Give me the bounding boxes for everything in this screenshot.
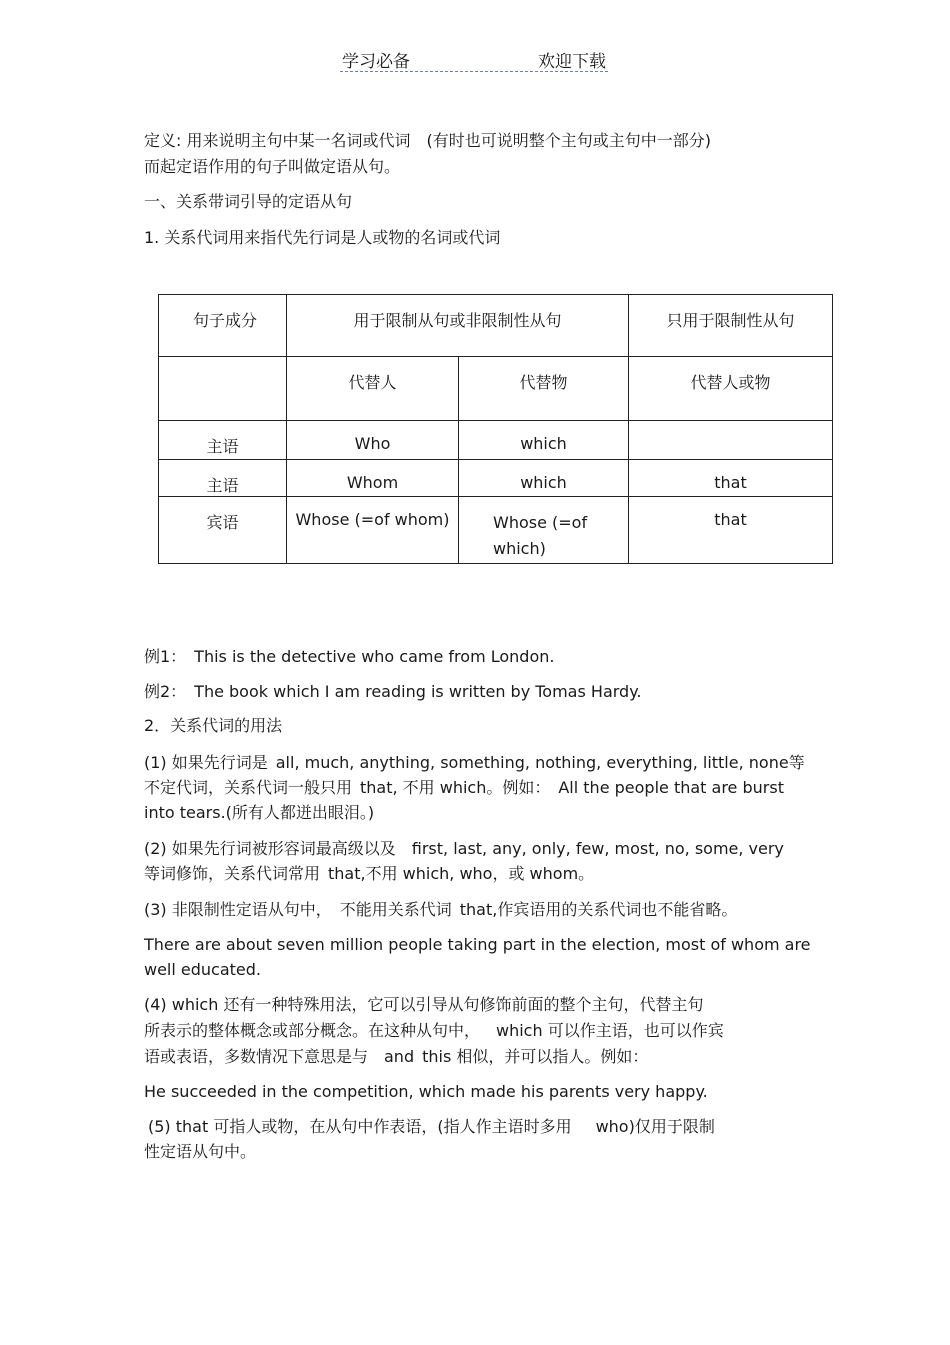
rule-5-line-2: 性定语从句中。 xyxy=(144,1142,257,1161)
subheader-cell-either: 代替人或物 xyxy=(629,357,833,421)
header-right-text: 欢迎下载 xyxy=(538,52,606,72)
subheader-cell-thing: 代替物 xyxy=(459,357,629,421)
rule-5-line-1: (5) that 可指人或物，在从句中作表语，(指人作主语时多用 who)仅用于限制 xyxy=(148,1117,715,1136)
table-row xyxy=(159,497,833,564)
header-cell-restrictive-only: 只用于限制性从句 xyxy=(629,295,833,357)
example-2: 例2： The book which I am reading is written by Tomas Hardy. xyxy=(144,682,642,701)
table-subheader-row xyxy=(159,357,833,421)
rule-4-line-1: (4) which 还有一种特殊用法，它可以引导从句修饰前面的整个主句，代替主句 xyxy=(144,995,704,1014)
rule-1-line-1: (1) 如果先行词是 all, much, anything, something, nothing, everything, little, none等 xyxy=(144,753,805,772)
header-left-text: 学习必备 xyxy=(342,52,410,72)
row-label-cell: 宾语 xyxy=(159,497,287,564)
person-cell: Whose (=of whom) xyxy=(287,497,459,564)
subheading-1: 1. 关系代词用来指代先行词是人或物的名词或代词 xyxy=(144,228,501,247)
either-cell: that xyxy=(629,460,833,497)
rule-3-example-line-2: well educated. xyxy=(144,960,262,979)
definition-line-1: 定义: 用来说明主句中某一名词或代词 (有时也可说明整个主句或主句中一部分) xyxy=(144,131,711,150)
thing-cell: which xyxy=(459,460,629,497)
subheader-cell-person: 代替人 xyxy=(287,357,459,421)
header-cell-both-clauses: 用于限制从句或非限制性从句 xyxy=(287,295,629,357)
rule-4-line-3: 语或表语，多数情况下意思是与 and this 相似，并可以指人。例如： xyxy=(144,1047,649,1066)
rule-1-line-3: into tears.(所有人都迸出眼泪。) xyxy=(144,803,375,822)
rule-4-example: He succeeded in the competition, which made his parents very happy. xyxy=(144,1082,708,1101)
subheader-empty-cell xyxy=(159,357,287,421)
relative-pronoun-table xyxy=(158,294,833,564)
table-row xyxy=(159,460,833,497)
section-heading-1: 一、关系带词引导的定语从句 xyxy=(144,192,353,211)
thing-cell: Whose (=of which) xyxy=(459,497,629,564)
thing-cell: which xyxy=(459,421,629,460)
person-cell: Who xyxy=(287,421,459,460)
page-header xyxy=(340,47,608,72)
header-cell-component: 句子成分 xyxy=(159,295,287,357)
subheading-2: 2．关系代词的用法 xyxy=(144,716,283,735)
rule-3-example-line-1: There are about seven million people taking part in the election, most of whom are xyxy=(144,935,811,954)
example-1: 例1： This is the detective who came from London. xyxy=(144,647,555,666)
either-cell xyxy=(629,421,833,460)
rule-3: (3) 非限制性定语从句中， 不能用关系代词 that,作宾语用的关系代词也不能省略。 xyxy=(144,900,738,919)
row-label-cell: 主语 xyxy=(159,460,287,497)
definition-line-2: 而起定语作用的句子叫做定语从句。 xyxy=(144,157,401,176)
table-header-row xyxy=(159,295,833,357)
rule-2-line-2: 等词修饰，关系代词常用 that,不用 which, who，或 whom。 xyxy=(144,864,595,883)
person-cell: Whom xyxy=(287,460,459,497)
row-label-cell: 主语 xyxy=(159,421,287,460)
either-cell: that xyxy=(629,497,833,564)
table-row xyxy=(159,421,833,460)
rule-4-line-2: 所表示的整体概念或部分概念。在这种从句中， which 可以作主语，也可以作宾 xyxy=(144,1021,724,1040)
rule-2-line-1: (2) 如果先行词被形容词最高级以及 first, last, any, only, few, most, no, some, very xyxy=(144,839,784,858)
rule-1-line-2: 不定代词，关系代词一般只用 that, 不用 which。例如： All the people that are burst xyxy=(144,778,784,797)
